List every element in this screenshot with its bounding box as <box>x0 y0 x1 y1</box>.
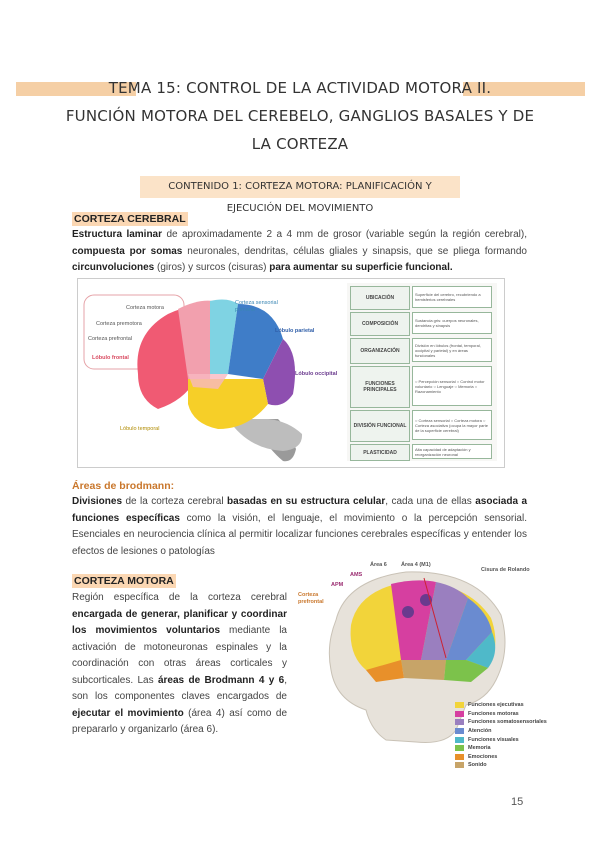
section-heading-corteza-motora: CORTEZA MOTORA <box>74 575 174 587</box>
text-bold: asociada a funciones específicas <box>72 496 528 524</box>
table-row <box>350 338 494 362</box>
text-bold: para aumentar su superficie funcional. <box>269 262 453 273</box>
legend-item <box>455 701 547 710</box>
table-row <box>350 286 494 308</box>
table-row <box>350 366 494 406</box>
text-bold: ejecutar el movimiento <box>72 707 184 719</box>
legend-functions <box>455 701 547 770</box>
row-label: DIVISIÓN FUNCIONAL <box>350 410 410 442</box>
label-corteza-motora: Corteza motora <box>126 305 164 311</box>
legend-swatch <box>455 728 464 734</box>
legend-item <box>455 718 547 727</box>
text-bold: Estructura laminar <box>72 229 163 240</box>
legend-item <box>455 727 547 736</box>
text: de la corteza cerebral <box>122 496 227 507</box>
legend-swatch <box>455 762 464 768</box>
row-desc: Superficie del cerebro, recubriendo a hemisferios cerebrales <box>412 286 492 308</box>
paragraph-areas-brodmann <box>72 494 527 560</box>
paragraph-corteza-motora <box>72 590 287 739</box>
row-label: UBICACIÓN <box>350 286 410 310</box>
legend-item <box>455 753 547 762</box>
section-heading-corteza-cerebral: CORTEZA CEREBRAL <box>74 213 186 225</box>
legend-item <box>455 710 547 719</box>
page-title-line3: LA CORTEZA <box>251 135 349 153</box>
page-number: 15 <box>511 796 524 808</box>
legend-swatch <box>455 745 464 751</box>
legend-label: Funciones visuales <box>468 736 519 743</box>
row-label: PLASTICIDAD <box>350 444 410 461</box>
legend-label: Memoria <box>468 745 491 752</box>
text: , cada una de ellas <box>385 496 476 507</box>
text: Región específica de la corteza cerebral <box>72 592 287 603</box>
label-corteza-sensorial: Corteza sensorial primaria <box>235 300 278 313</box>
text-bold: basadas en su estructura celular <box>227 496 386 507</box>
legend-label: Funciones motoras <box>468 710 519 717</box>
legend-swatch <box>455 702 464 708</box>
label-area-4: Área 4 (M1) <box>401 562 431 568</box>
legend-label: Sonido <box>468 762 487 769</box>
row-label: ORGANIZACIÓN <box>350 338 410 364</box>
table-row <box>350 444 494 459</box>
text-bold: compuesta por somas <box>72 245 183 257</box>
text: de aproximadamente 2 a 4 mm de grosor (variable según la región cerebral), <box>162 229 527 240</box>
legend-swatch <box>455 737 464 743</box>
section-heading-areas-brodmann: Áreas de brodmann: <box>72 480 175 492</box>
content-subtitle: CONTENIDO 1: CORTEZA MOTORA: PLANIFICACIÓN Y EJECUCIÓN DEL MOVIMIENTO <box>140 176 460 198</box>
legend-label: Funciones somatosensoriales <box>468 719 547 726</box>
table-row <box>350 410 494 440</box>
text: (área 4) así como de prepararlo y organizarlo (área 6). <box>72 707 288 735</box>
label-corteza-prefrontal-2: Corteza prefrontal <box>298 592 324 605</box>
legend-label: Emociones <box>468 753 498 760</box>
label-apm: APM <box>331 582 344 588</box>
label-corteza-premotora: Corteza premotora <box>96 321 142 327</box>
label-lobulo-parietal: Lóbulo parietal <box>275 328 315 334</box>
label-lobulo-frontal: Lóbulo frontal <box>92 355 129 361</box>
table-row <box>350 312 494 334</box>
legend-item <box>455 735 547 744</box>
legend-item <box>455 744 547 753</box>
legend-label: Funciones ejecutivas <box>468 702 524 709</box>
text: (giros) y surcos (cisuras) <box>154 262 270 273</box>
label-lobulo-occipital: Lóbulo occipital <box>295 371 338 377</box>
row-desc: División en lóbulos (frontal, temporal, occipital y parietal) y en áreas funcionales <box>412 338 492 362</box>
text: como la visión, el lenguaje, el movimiento o la percepción sensorial. Esenciales en neurociencia clínica al permitir localizar funciones cerebrales específicas y entender los efectos de lesiones o patologías <box>72 512 527 557</box>
label-cisura-rolando: Cisura de Rolando <box>481 567 530 573</box>
page-title-line2: FUNCIÓN MOTORA DEL CEREBELO, GANGLIOS BASALES Y DE <box>65 107 535 125</box>
label-ams: AMS <box>350 572 363 578</box>
legend-swatch <box>455 711 464 717</box>
page-title-line1: TEMA 15: CONTROL DE LA ACTIVIDAD MOTORA II. <box>108 79 492 97</box>
row-label: FUNCIONES PRINCIPALES <box>350 366 410 408</box>
text-bold: Divisiones <box>72 496 123 507</box>
text-bold: áreas de Brodmann 4 y 6 <box>157 674 285 686</box>
text: neuronales, dendritas, células gliales y sinapsis, que se pliega formando <box>182 245 527 257</box>
legend-label: Atención <box>468 728 492 735</box>
legend-swatch <box>455 754 464 760</box>
label-corteza-prefrontal: Corteza prefrontal <box>88 336 133 342</box>
legend-swatch <box>455 719 464 725</box>
label-area-6: Área 6 <box>370 562 387 568</box>
text: mediante la activación de motoneuronas espinales y la coordinación con otras áreas corticales y subcorticales. Las <box>72 625 287 686</box>
row-desc: Sustancia gris: cuerpos neuronales, dendritas y sinapsis <box>412 312 492 334</box>
row-desc: ○ Corteza sensorial ○ Corteza motora ○ Corteza asociativa (ocupa la mayor parte de la superficie cerebral) <box>412 410 492 440</box>
table-corteza-summary <box>347 283 497 461</box>
legend-item <box>455 761 547 770</box>
text-bold: encargada de generar, planificar y coordinar los movimientos voluntarios <box>72 608 287 636</box>
text: , son los componentes claves encargados de <box>72 674 287 702</box>
text-bold: circunvoluciones <box>72 262 155 273</box>
row-label: COMPOSICIÓN <box>350 312 410 336</box>
paragraph-corteza-cerebral <box>72 227 527 277</box>
row-desc: Alta capacidad de adaptación y reorganización neuronal <box>412 444 492 459</box>
row-desc: ○ Percepción sensorial ○ Control motor voluntario ○ Lenguaje ○ Memoria ○ Razonamiento <box>412 366 492 406</box>
label-lobulo-temporal: Lóbulo temporal <box>120 426 160 432</box>
